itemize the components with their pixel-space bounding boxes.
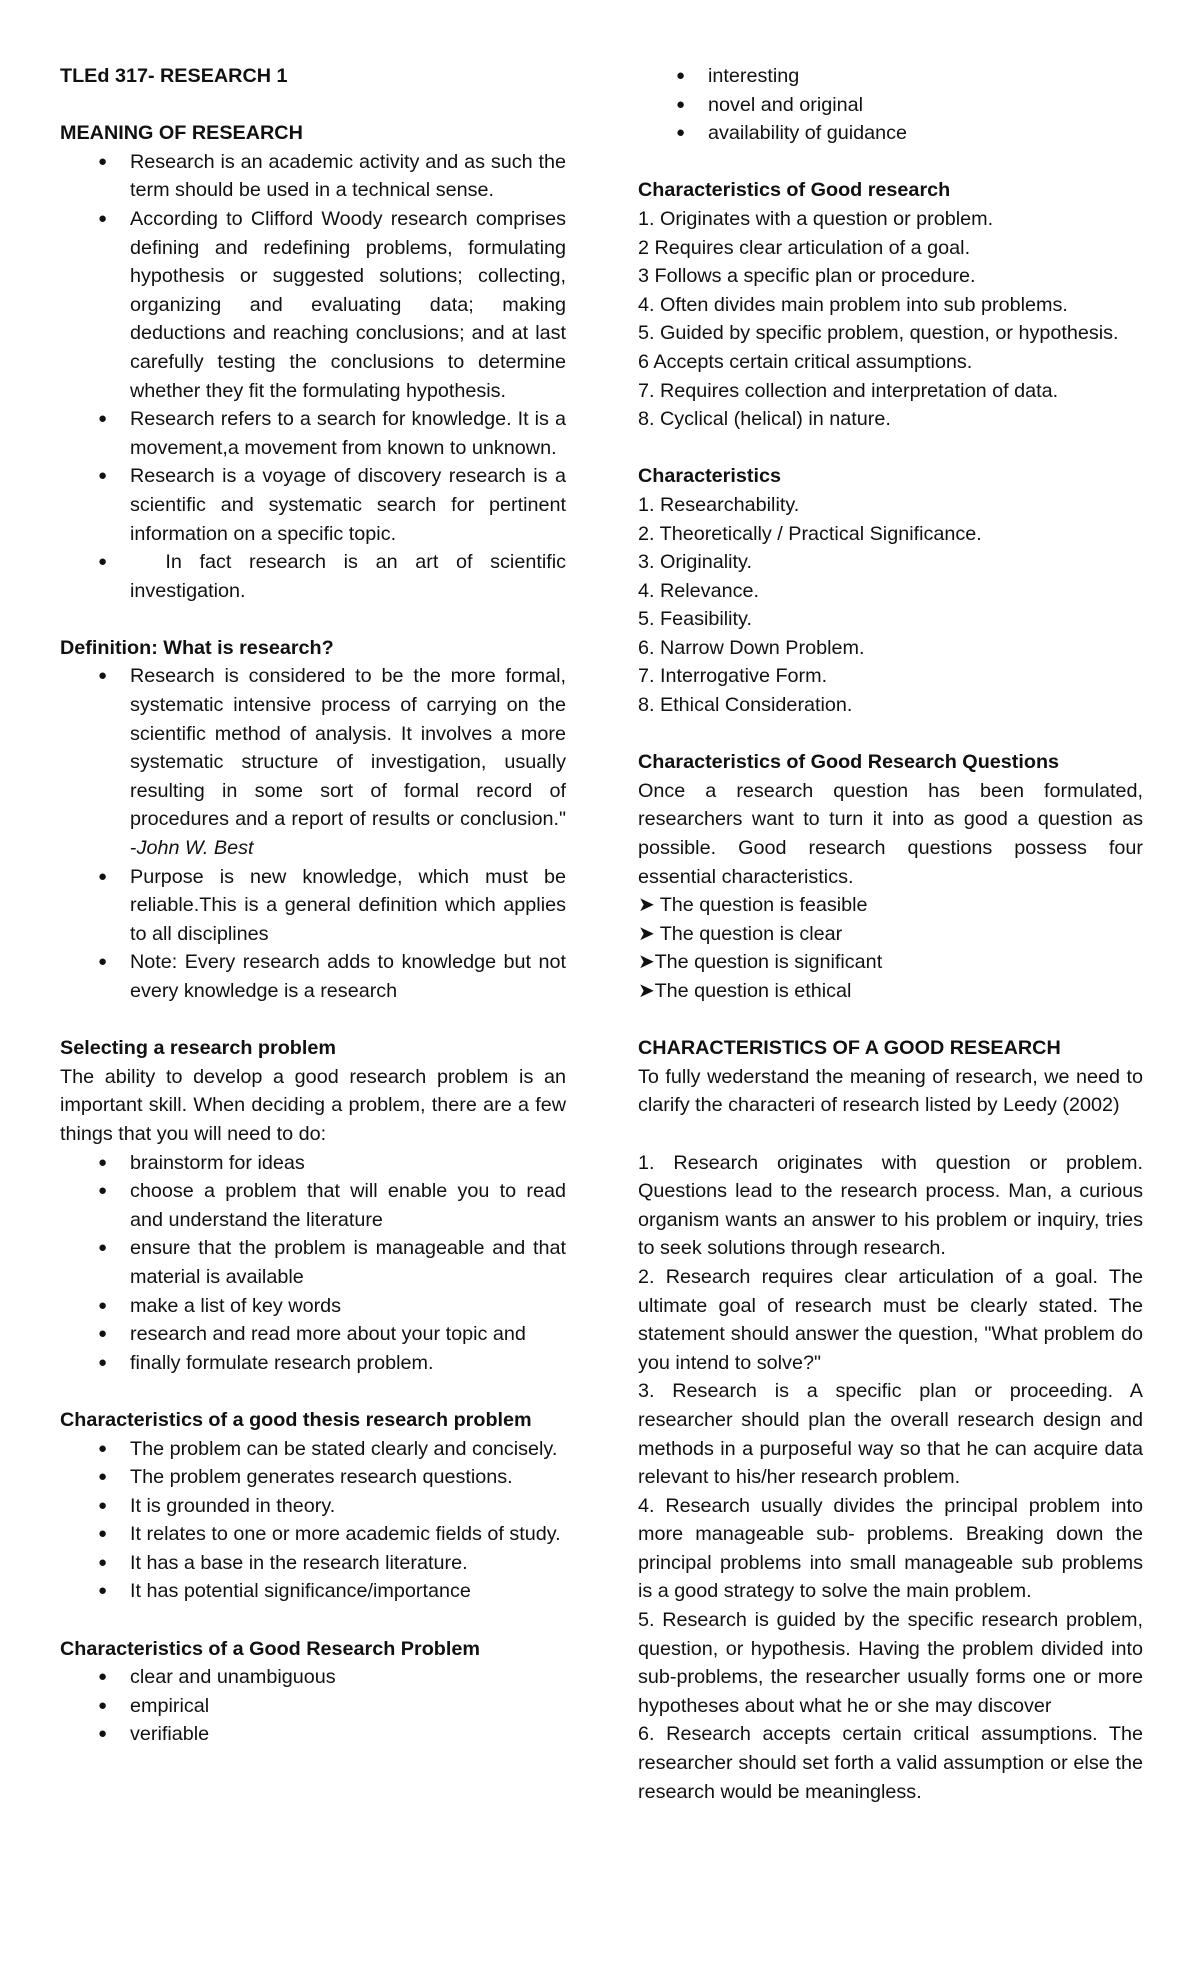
list-item: 5. Guided by specific problem, question, or hypothesis. [638,322,1119,345]
list-item: ● The problem generates research questions. [60,1463,566,1492]
selecting-list [60,1149,566,1378]
list-item: ● Note: Every research adds to knowledge but not every knowledge is a research [60,948,566,1005]
document-title: TLEd 317- RESEARCH 1 [60,65,288,87]
definition-heading: Definition: What is research? [60,636,334,659]
list-item: ● According to Clifford Woody research comprises defining and redefining problems, formulating hypothesis or suggested solutions; collecting, organizing and evaluating data; making deductions and reaching conclusions; and at last carefully testing the conclusions to determine whether they fit the formulating hypothesis. [60,205,566,405]
list-item: ● availability of guidance [638,119,1143,148]
leedy-item: 6. Research accepts certain critical assumptions. The researcher should set forth a valid assumption or else the research would be meaningless. [638,1723,1143,1803]
list-item: 4. Relevance. [638,579,759,602]
meaning-heading: MEANING OF RESEARCH [60,122,303,145]
list-item: ● Research refers to a search for knowledge. It is a movement,a movement from known to unknown. [60,405,566,462]
list-item: ● finally formulate research problem. [60,1349,566,1378]
list-item: ● empirical [60,1692,566,1721]
list-item: ● It is grounded in theory. [60,1492,566,1521]
questions-intro: Once a research question has been formulated, researchers want to turn it into as good a question as possible. Good research questions possess four essential characteristics. [638,779,1143,888]
leedy-item: 1. Research originates with question or problem. Questions lead to the research process. Man, a curious organism wants an answer to his problem or inquiry, tries to seek solutions through research. [638,1151,1143,1260]
list-item: 2. Theoretically / Practical Significance. [638,522,982,545]
questions-heading: Characteristics of Good Research Questions [638,751,1060,774]
list-item: 8. Ethical Consideration. [638,694,853,717]
good-research-heading: Characteristics of Good research [638,179,951,202]
leedy-item: 3. Research is a specific plan or proceeding. A researcher should plan the overall research design and methods in a purposeful way so that he can acquire data relevant to his/her research problem. [638,1380,1143,1489]
right-column [638,62,1143,1806]
list-item: 7. Requires collection and interpretation of data. [638,379,1059,402]
list-item: 6 Accepts certain critical assumptions. [638,350,973,373]
thesis-heading: Characteristics of a good thesis research problem [60,1408,532,1431]
arrow-item: ➤The question is significant [638,951,883,974]
good-problem-heading: Characteristics of a Good Research Problem [60,1637,480,1660]
list-item: 6. Narrow Down Problem. [638,636,865,659]
leedy-item: 5. Research is guided by the specific research problem, question, or hypothesis. Having the problem divided into sub-problems, the researcher usually forms one or more hypotheses about what he or she may discover [638,1609,1143,1717]
list-item: ● It has a base in the research literature. [60,1549,566,1578]
meaning-list [60,148,572,606]
leedy-intro: To fully wederstand the meaning of research, we need to clarify the characteri of research listed by Leedy (2002) [638,1065,1143,1117]
quote-author: John W. Best [136,837,254,860]
list-item: 3 Follows a specific plan or procedure. [638,265,976,288]
list-item: ● interesting [638,62,1143,91]
list-item: ● make a list of key words [60,1292,566,1321]
list-item: ● The problem can be stated clearly and concisely. [60,1435,566,1464]
selecting-intro: The ability to develop a good research problem is an important skill. When deciding a problem, there are a few things that you will need to do: [60,1065,566,1145]
list-item: 7. Interrogative Form. [638,665,828,688]
definition-quote: Research is considered to be the more formal, systematic intensive process of carrying on the scientific method of analysis. It involves a more systematic structure of investigation, usually resulting in some sort of formal record of procedures and a report of results or conclusion." - [130,665,566,860]
list-item: 1. Originates with a question or problem. [638,207,994,230]
characteristics-heading: Characteristics [638,465,781,488]
list-item: ● brainstorm for ideas [60,1149,566,1178]
leedy-heading: CHARACTERISTICS OF A GOOD RESEARCH [638,1037,1061,1060]
list-item: ● novel and original [638,91,1143,120]
list-item: ● research and read more about your topic and [60,1320,566,1349]
list-item: ● In fact research is an art of scientific investigation. [60,548,566,605]
definition-list [60,662,566,1005]
list-item: 1. Researchability. [638,493,800,516]
leedy-item: 2. Research requires clear articulation of a goal. The ultimate goal of research must be clearly stated. The statement should answer the question, "What problem do you intend to solve?" [638,1265,1143,1374]
list-item: ● clear and unambiguous [60,1663,566,1692]
list-item: 8. Cyclical (helical) in nature. [638,408,891,431]
arrow-item: ➤ The question is feasible [638,894,868,917]
thesis-list [60,1435,566,1607]
list-item: ● It has potential significance/importance [60,1577,566,1606]
list-item: ● choose a problem that will enable you to read and understand the literature [60,1177,566,1234]
list-item: ● Purpose is new knowledge, which must be reliable.This is a general definition which applies to all disciplines [60,863,566,949]
list-item: ● ensure that the problem is manageable and that material is available [60,1234,566,1291]
arrow-item: ➤The question is ethical [638,980,852,1002]
list-item: 4. Often divides main problem into sub problems. [638,293,1068,316]
good-problem-list [60,1663,566,1749]
good-problem-list-continued [638,62,1143,148]
list-item [60,662,566,862]
list-item: 3. Originality. [638,551,752,574]
list-item: ● Research is an academic activity and as such the term should be used in a technical sense. [60,148,566,205]
list-item: ● It relates to one or more academic fields of study. [60,1520,566,1549]
leedy-item: 4. Research usually divides the principal problem into more manageable sub- problems. Breaking down the principal problems into small manageable sub problems is a good strategy to solve the main problem. [638,1494,1143,1603]
selecting-heading: Selecting a research problem [60,1037,336,1060]
left-column [60,62,572,1749]
list-item: ● Research is a voyage of discovery research is a scientific and systematic search for pertinent information on a specific topic. [60,462,566,548]
arrow-item: ➤ The question is clear [638,922,843,945]
list-item: 5. Feasibility. [638,608,752,631]
list-item: 2 Requires clear articulation of a goal. [638,236,971,259]
list-item: ● verifiable [60,1720,566,1749]
